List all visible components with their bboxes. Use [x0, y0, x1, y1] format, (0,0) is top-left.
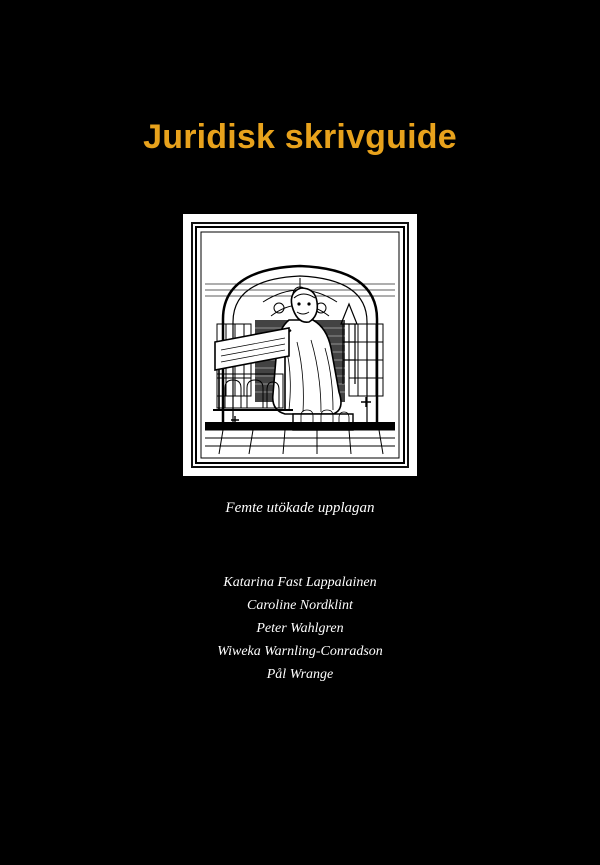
list-item: Katarina Fast Lappalainen	[223, 575, 377, 590]
edition-text: Femte utökade upplagan	[225, 500, 375, 516]
illustration-frame	[191, 222, 409, 468]
cover-illustration	[183, 214, 417, 476]
list-item: Pål Wrange	[266, 667, 334, 682]
list-item: Caroline Nordklint	[247, 598, 353, 613]
page-title: Juridisk skrivguide	[143, 118, 457, 156]
list-item: Wiweka Warnling-Conradson	[217, 644, 383, 659]
author-list	[0, 571, 600, 686]
medieval-scribe-woodcut-icon	[193, 224, 407, 466]
list-item: Peter Wahlgren	[256, 621, 344, 636]
